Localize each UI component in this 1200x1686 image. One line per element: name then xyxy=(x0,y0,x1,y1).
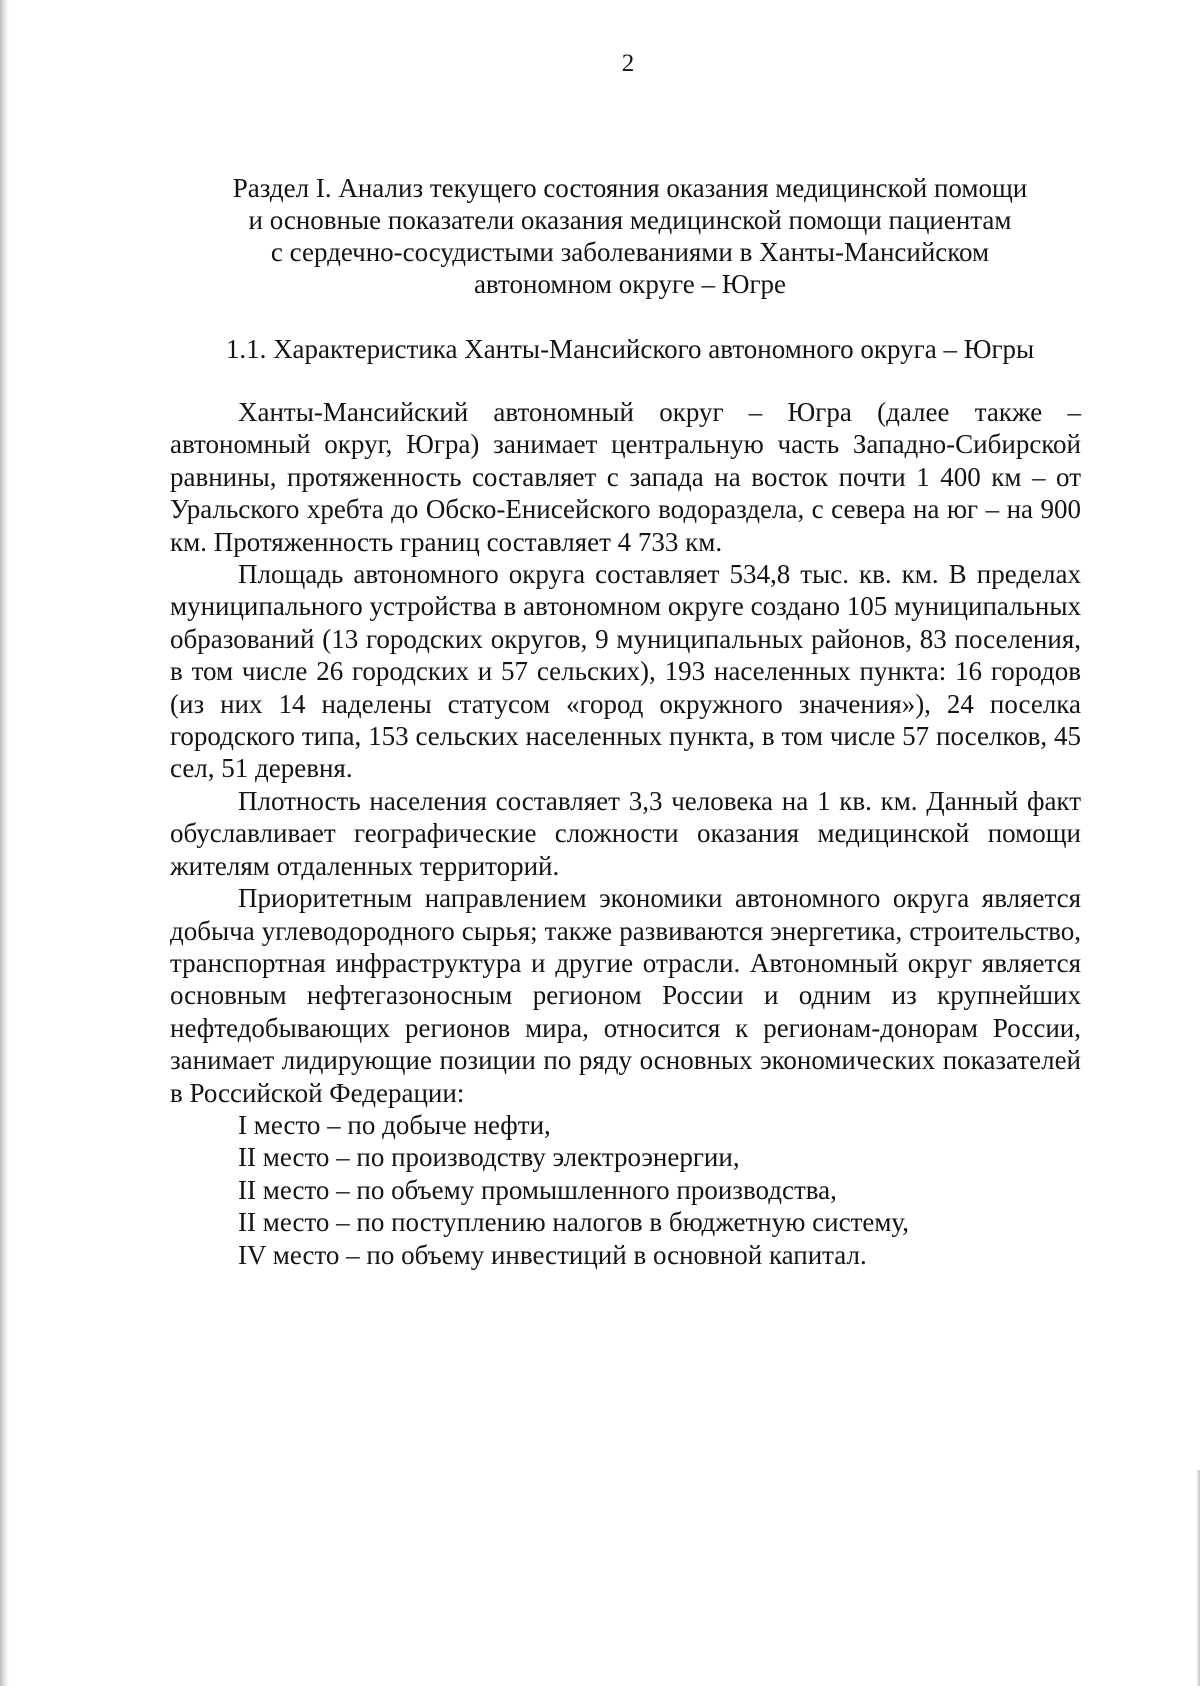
section-title-line: с сердечно-сосудистыми заболеваниями в Ханты-Мансийском xyxy=(270,237,990,267)
section-title xyxy=(170,172,1090,300)
ranking-item: II место – по поступлению налогов в бюджетную систему, xyxy=(238,1207,909,1238)
paragraph-density: Плотность населения составляет 3,3 человека на 1 кв. км. Данный факт обуславливает географические сложности оказания медицинской помощи жителям отдаленных территорий. xyxy=(170,785,1081,881)
ranking-item: IV место – по объему инвестиций в основной капитал. xyxy=(238,1239,867,1270)
page-number: 2 xyxy=(621,50,635,77)
ranking-item: II место – по производству электроэнергии, xyxy=(238,1142,740,1173)
rankings-list xyxy=(170,1109,1081,1271)
section-title-line: Раздел I. Анализ текущего состояния оказания медицинской помощи xyxy=(232,173,1028,203)
section-title-line: автономном округе – Югре xyxy=(473,269,787,299)
subsection-title: 1.1. Характеристика Ханты-Мансийского автономного округа – Югры xyxy=(225,334,1035,364)
paragraph-area: Площадь автономного округа составляет 534,8 тыс. кв. км. В пределах муниципального устройства в автономном округе создано 105 муниципальных образований (13 городских округов, 9 муниципальных районов, 83 поселения, в том числе 26 городских и 57 сельских), 193 населенных пункта: 16 городов (из них 14 наделены статусом «город окружного значения»), 24 поселка городского типа, 153 сельских населенных пункта, в том числе 57 поселков, 45 сел, 51 деревня. xyxy=(170,559,1081,784)
document-body xyxy=(170,396,1081,1271)
scan-edge-right xyxy=(1196,1470,1200,1686)
ranking-item: II место – по объему промышленного производства, xyxy=(238,1174,837,1205)
paragraph-geography: Ханты-Мансийский автономный округ – Югра (далее также – автономный округ, Югра) занимает центральную часть Западно-Сибирской равнины, протяженность составляет с запада на восток почти 1 400 км – от Уральского хребта до Обско-Енисейского водораздела, с севера на юг – на 900 км. Протяженность границ составляет 4 733 км. xyxy=(170,397,1081,557)
ranking-item: I место – по добыче нефти, xyxy=(238,1109,551,1140)
section-title-line: и основные показатели оказания медицинской помощи пациентам xyxy=(248,205,1012,235)
scan-edge-left xyxy=(0,0,9,1686)
paragraph-economy: Приоритетным направлением экономики автономного округа является добыча углеводородного сырья; также развиваются энергетика, строительство, транспортная инфраструктура и другие отрасли. Автономный округ является основным нефтегазоносным регионом России и одним из крупнейших нефтедобывающих регионов мира, относится к регионам-донорам России, занимает лидирующие позиции по ряду основных экономических показателей в Российской Федерации: xyxy=(170,883,1081,1108)
